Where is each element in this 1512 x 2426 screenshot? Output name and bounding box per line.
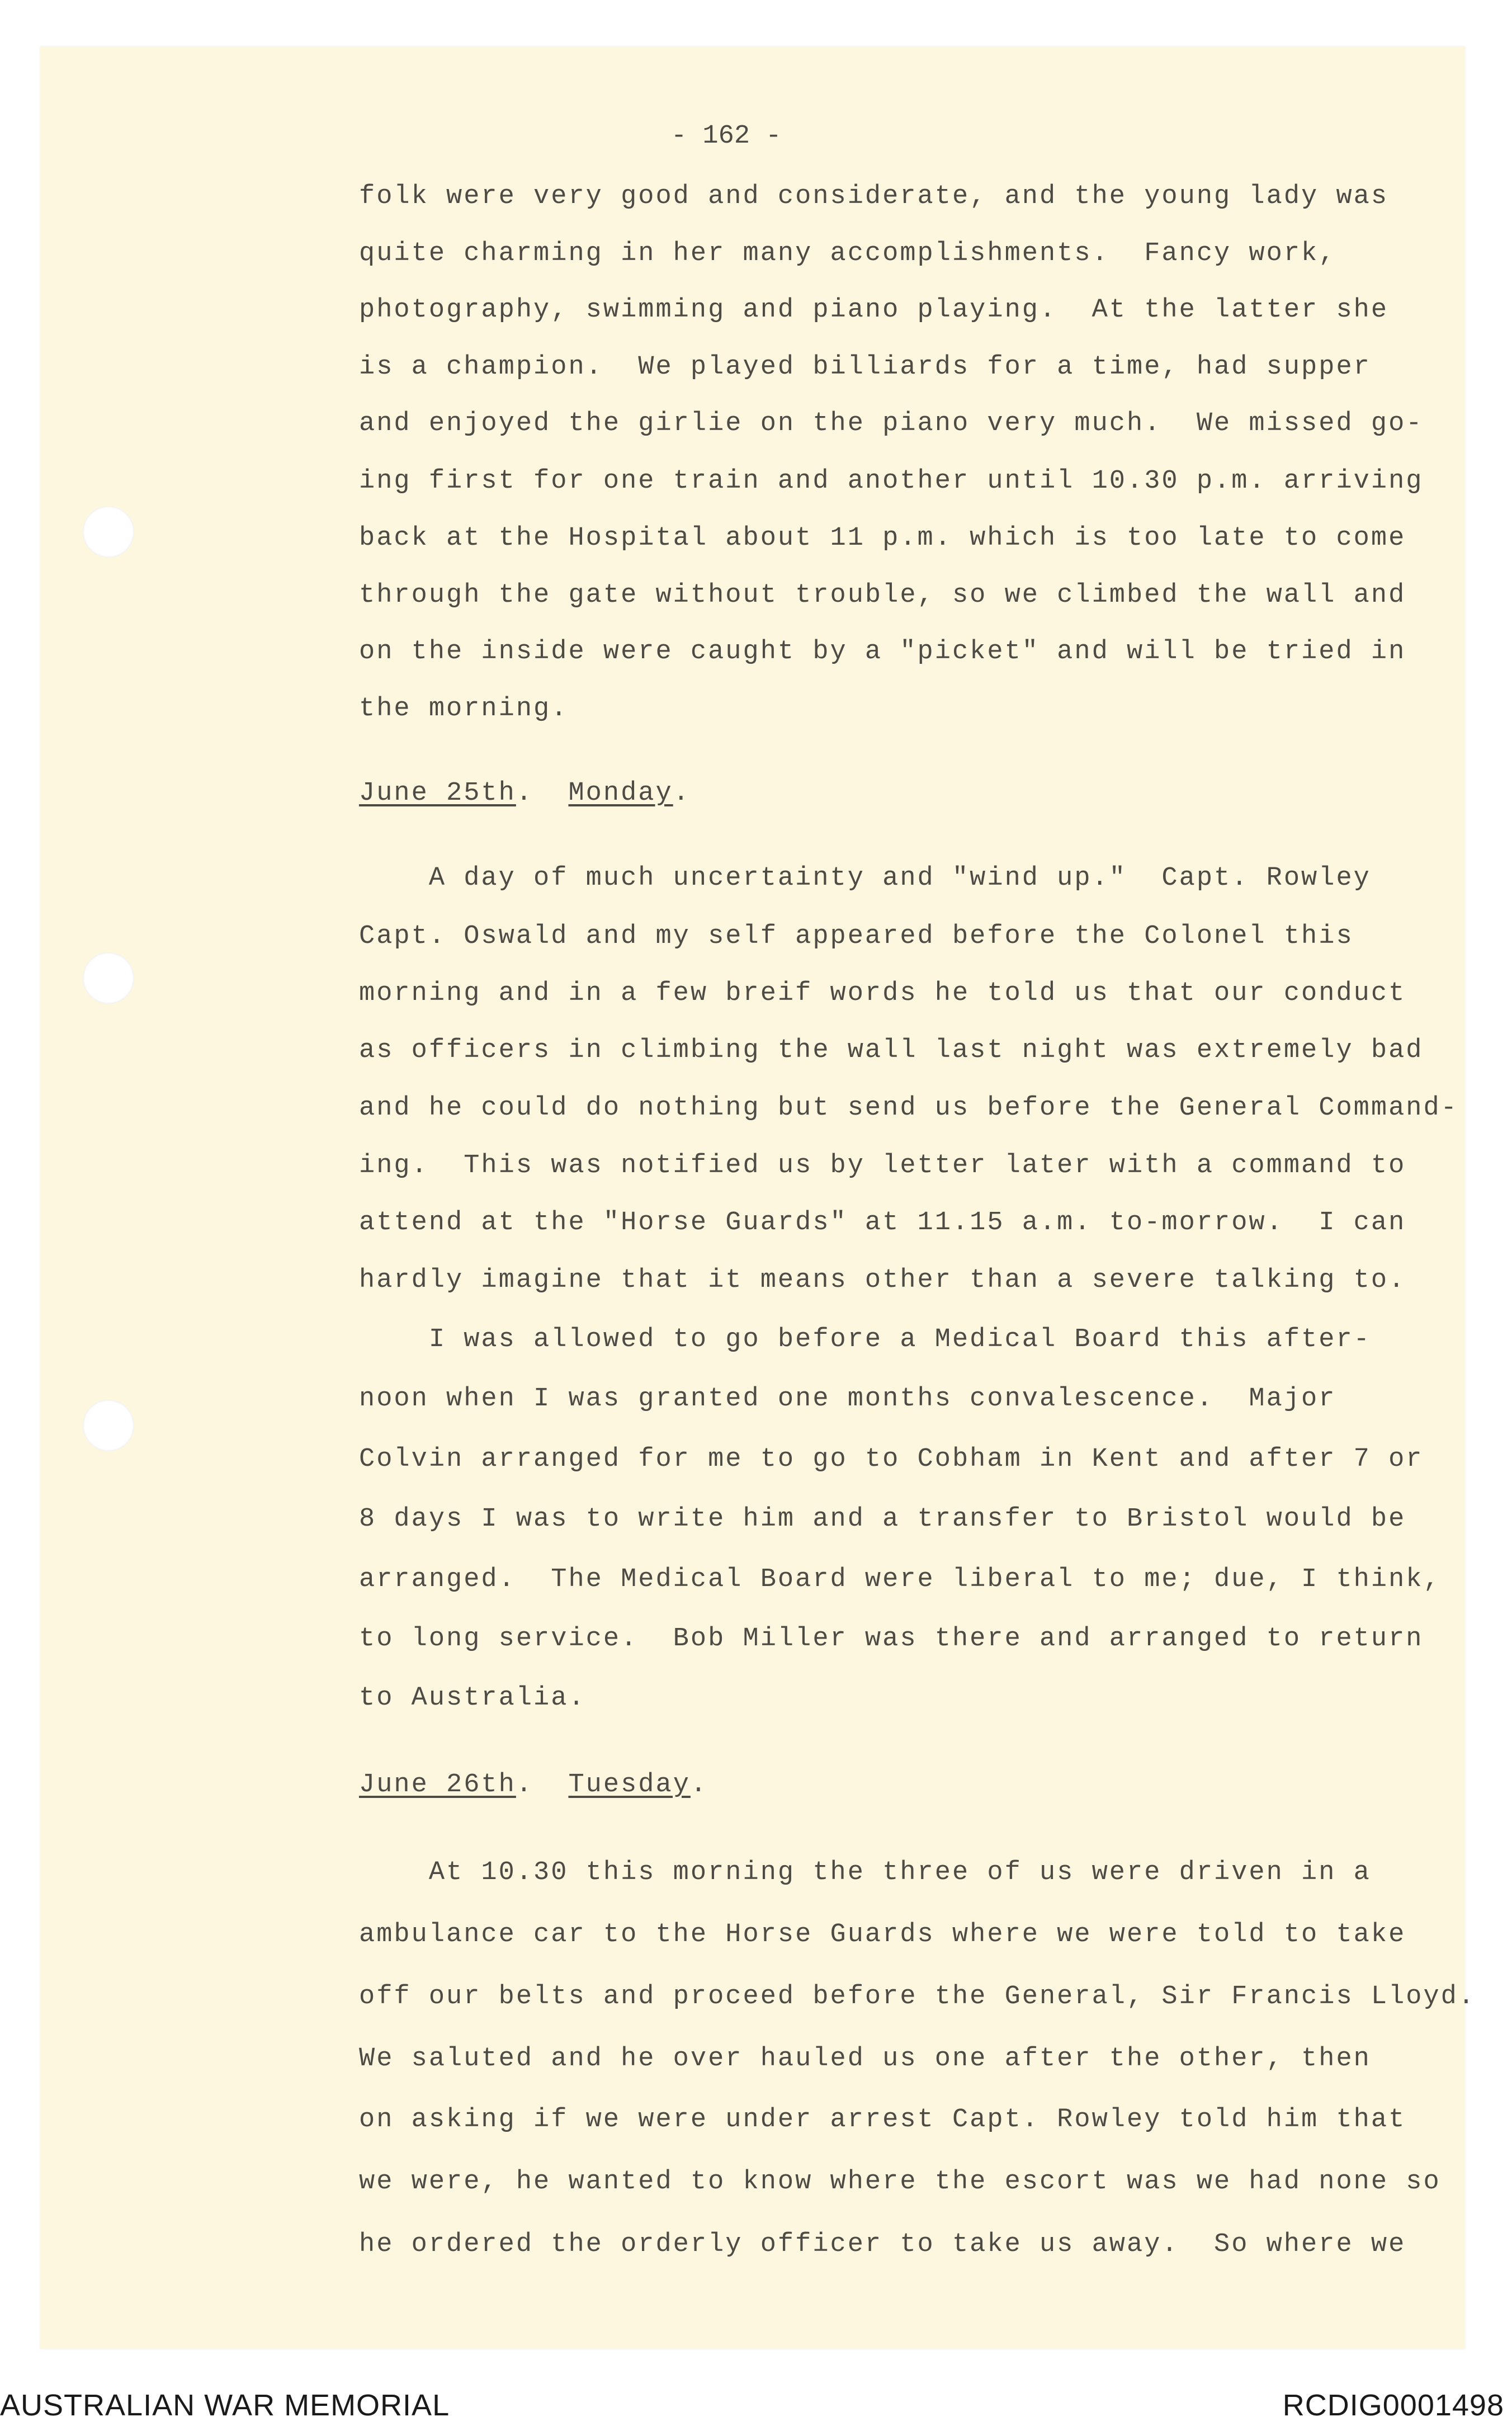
punch-hole (83, 1400, 134, 1451)
text-line: through the gate without trouble, so we climbed the wall and (359, 580, 1406, 610)
text-line: 8 days I was to write him and a transfer to Bristol would be (359, 1504, 1406, 1534)
text-line: ing first for one train and another until 10.30 p.m. arriving (359, 466, 1424, 496)
text-line: ing. This was notified us by letter later with a command to (359, 1151, 1406, 1181)
text-line: we were, he wanted to know where the escort was we had none so (359, 2167, 1441, 2197)
heading-date: June 25th (359, 778, 516, 808)
footer-institution: AUSTRALIAN WAR MEMORIAL (0, 2389, 450, 2422)
text-line: and he could do nothing but send us before the General Command- (359, 1093, 1458, 1123)
text-line: the morning. (359, 694, 569, 724)
text-line: Colvin arranged for me to go to Cobham in Kent and after 7 or (359, 1445, 1424, 1474)
text-line: A day of much uncertainty and "wind up." Capt. Rowley (359, 863, 1371, 893)
footer-document-id: RCDIG0001498 (1282, 2389, 1504, 2422)
text-line: I was allowed to go before a Medical Board this after- (359, 1325, 1371, 1354)
text-line: noon when I was granted one months convalescence. Major (359, 1384, 1336, 1414)
text-line: is a champion. We played billiards for a time, had supper (359, 352, 1371, 382)
page-number: - 162 - (671, 121, 782, 151)
heading-day: Monday (568, 778, 673, 808)
punch-hole (83, 952, 134, 1004)
text-line: back at the Hospital about 11 p.m. which is too late to come (359, 523, 1406, 553)
text-line: off our belts and proceed before the General, Sir Francis Lloyd. (359, 1982, 1476, 2012)
text-line: ambulance car to the Horse Guards where we were told to take (359, 1920, 1406, 1950)
punch-hole (83, 506, 134, 558)
text-line: on the inside were caught by a "picket" and will be tried in (359, 637, 1406, 667)
text-line: on asking if we were under arrest Capt. Rowley told him that (359, 2105, 1406, 2135)
text-line: Capt. Oswald and my self appeared before the Colonel this (359, 922, 1354, 951)
text-line: morning and in a few breif words he told us that our conduct (359, 979, 1406, 1008)
text-line: attend at the "Horse Guards" at 11.15 a.m. to-morrow. I can (359, 1208, 1406, 1238)
text-line: hardly imagine that it means other than a severe talking to. (359, 1266, 1406, 1295)
text-line: to long service. Bob Miller was there and arranged to return (359, 1624, 1424, 1654)
text-line: At 10.30 this morning the three of us were driven in a (359, 1858, 1371, 1887)
text-line: photography, swimming and piano playing. At the latter she (359, 295, 1389, 325)
heading-day: Tuesday (568, 1770, 691, 1800)
text-line: and enjoyed the girlie on the piano very much. We missed go- (359, 409, 1424, 438)
text-line: We saluted and he over hauled us one after the other, then (359, 2044, 1371, 2074)
text-line: folk were very good and considerate, and the young lady was (359, 182, 1389, 211)
date-heading: June 26th. Tuesday. (359, 1770, 708, 1800)
text-line: as officers in climbing the wall last night was extremely bad (359, 1036, 1424, 1065)
text-line: he ordered the orderly officer to take us away. So where we (359, 2230, 1406, 2259)
heading-date: June 26th (359, 1770, 516, 1800)
text-line: arranged. The Medical Board were liberal to me; due, I think, (359, 1565, 1441, 1594)
text-line: to Australia. (359, 1683, 586, 1713)
text-line: quite charming in her many accomplishments. Fancy work, (359, 239, 1336, 268)
date-heading: June 25th. Monday. (359, 778, 691, 808)
